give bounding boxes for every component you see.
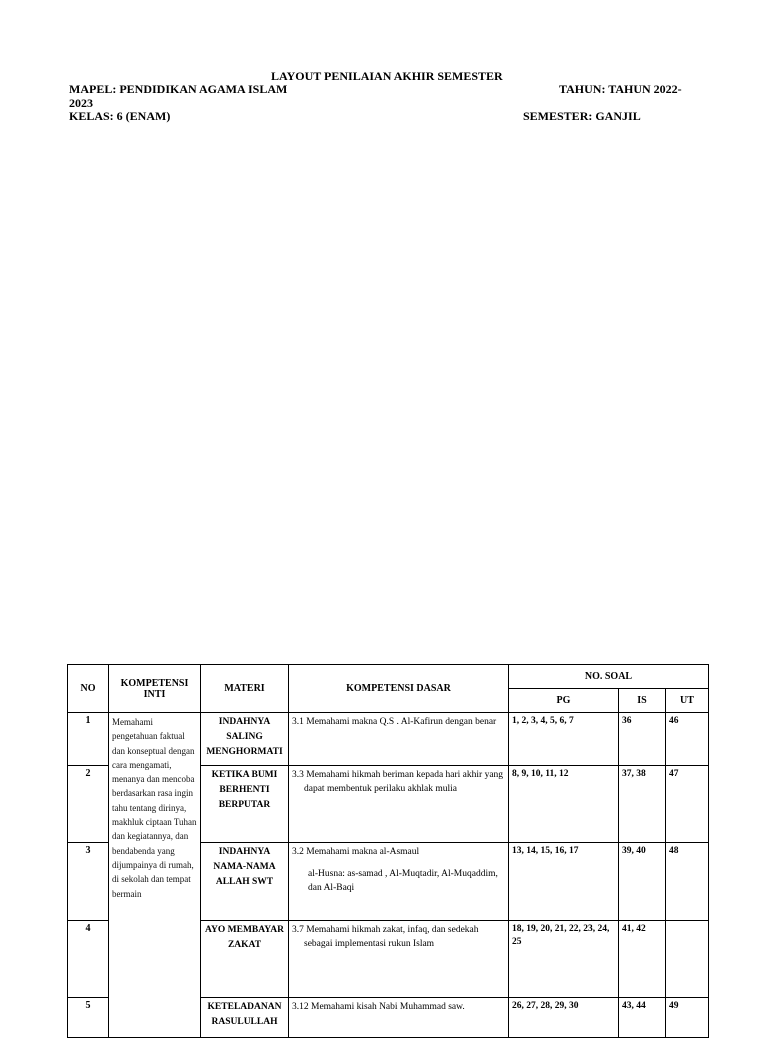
row-materi: KETIKA BUMI BERHENTI BERPUTAR <box>201 766 289 843</box>
row-no: 2 <box>68 766 109 843</box>
row-no: 5 <box>68 998 109 1038</box>
row-kompetensi-dasar <box>289 766 509 843</box>
row-kompetensi-dasar <box>289 998 509 1038</box>
row-is: 36 <box>619 713 666 766</box>
row-is: 37, 38 <box>619 766 666 843</box>
row-materi: KETELADANAN RASULULLAH <box>201 998 289 1038</box>
row-no: 1 <box>68 713 109 766</box>
header-kompetensi-inti: KOMPETENSI INTI <box>109 665 201 713</box>
row-kompetensi-dasar <box>289 713 509 766</box>
header-pg: PG <box>509 689 619 713</box>
header-materi: MATERI <box>201 665 289 713</box>
row-materi: AYO MEMBAYAR ZAKAT <box>201 921 289 998</box>
kd-text: 3.3 Memahami hikmah beriman kepada hari akhir yang dapat membentuk perilaku akhlak mulia <box>292 770 504 794</box>
row-pg: 13, 14, 15, 16, 17 <box>509 843 619 921</box>
row-ut <box>666 921 709 998</box>
row-is: 41, 42 <box>619 921 666 998</box>
row-is: 43, 44 <box>619 998 666 1038</box>
row-is: 39, 40 <box>619 843 666 921</box>
row-ut: 46 <box>666 713 709 766</box>
row-kompetensi-dasar <box>289 843 509 921</box>
header-is: IS <box>619 689 666 713</box>
row-no: 4 <box>68 921 109 998</box>
row-pg: 18, 19, 20, 21, 22, 23, 24, 25 <box>509 921 619 998</box>
row-ut: 48 <box>666 843 709 921</box>
header-ut: UT <box>666 689 709 713</box>
kd-text: 3.7 Memahami hikmah zakat, infaq, dan sedekah sebagai implementasi rukun Islam <box>292 925 479 949</box>
kd-text-continuation: al-Husna: as-samad , Al-Muqtadir, Al-Muqaddim, dan Al-Baqi <box>308 869 498 893</box>
row-pg: 1, 2, 3, 4, 5, 6, 7 <box>509 713 619 766</box>
document-title: LAYOUT PENILAIAN AKHIR SEMESTER <box>271 69 503 83</box>
assessment-layout-table <box>67 664 709 1038</box>
row-materi: INDAHNYA SALING MENGHORMATI <box>201 713 289 766</box>
tahun-label-continuation: 2023 <box>69 96 93 110</box>
row-kompetensi-dasar <box>289 921 509 998</box>
tahun-label: TAHUN: TAHUN 2022- <box>559 82 682 96</box>
row-materi: INDAHNYA NAMA-NAMA ALLAH SWT <box>201 843 289 921</box>
kd-text: 3.1 Memahami makna Q.S . Al-Kafirun dengan benar <box>292 717 497 727</box>
row-ut: 49 <box>666 998 709 1038</box>
header-no: NO <box>68 665 109 713</box>
header-kompetensi-dasar: KOMPETENSI DASAR <box>289 665 509 713</box>
kelas-label: KELAS: 6 (ENAM) <box>69 109 171 123</box>
kd-text: 3.12 Memahami kisah Nabi Muhammad saw. <box>292 1002 465 1012</box>
row-ut: 47 <box>666 766 709 843</box>
mapel-label: MAPEL: PENDIDIKAN AGAMA ISLAM <box>69 82 288 96</box>
header-no-soal: NO. SOAL <box>509 665 709 689</box>
kd-text: 3.2 Memahami makna al-Asmaul <box>292 847 420 857</box>
row-no: 3 <box>68 843 109 921</box>
table-row <box>68 713 709 766</box>
row-pg: 8, 9, 10, 11, 12 <box>509 766 619 843</box>
row-pg: 26, 27, 28, 29, 30 <box>509 998 619 1038</box>
kompetensi-inti-text: Memahami pengetahuan faktual dan konseptual dengan cara mengamati, menanya dan mencoba berdasarkan rasa ingin tahu tentang dirinya, makhluk ciptaan Tuhan dan kegiatannya, dan bendabenda yang dijumpainya di rumah, di sekolah dan tempat bermain <box>109 713 201 1038</box>
semester-label: SEMESTER: GANJIL <box>523 109 641 123</box>
